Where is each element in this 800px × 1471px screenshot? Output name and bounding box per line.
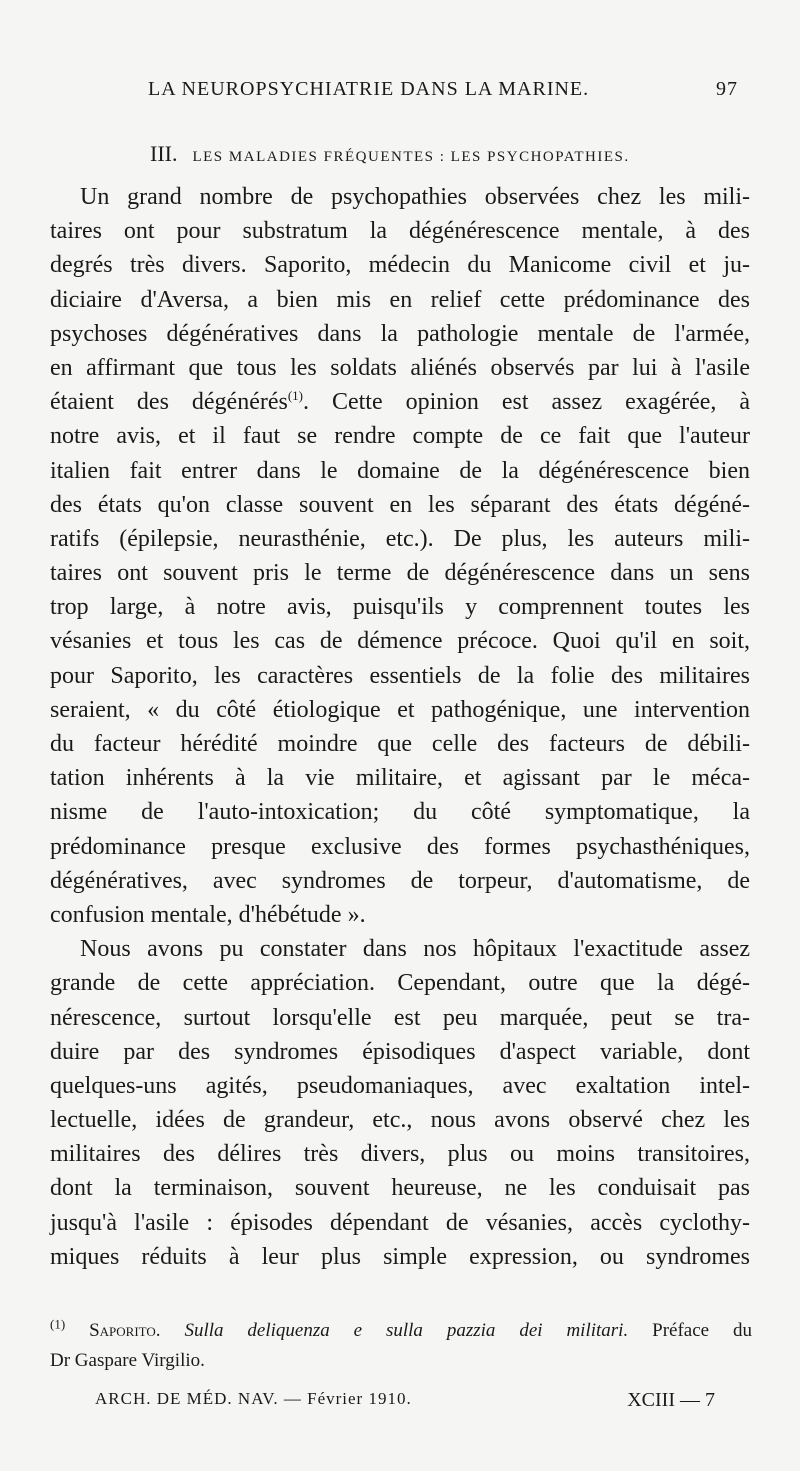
body-line: tation inhérents à la vie militaire, et agissant par le méca-	[50, 765, 750, 792]
body-line: du facteur hérédité moindre que celle des facteurs de débili-	[50, 731, 750, 757]
body-line-head: étaient des dégénérés	[50, 389, 288, 416]
body-line: vésanies et tous les cas de démence précoce. Quoi qu'il en soit,	[50, 628, 750, 655]
body-line: en affirmant que tous les soldats aliénés observés par lui à l'asile	[50, 354, 750, 381]
section-title: LES MALADIES FRÉQUENTES : LES PSYCHOPATHIES.	[192, 149, 630, 165]
body-line: ratifs (épilepsie, neurasthénie, etc.). De plus, les auteurs mili-	[50, 525, 750, 552]
body-text	[50, 180, 750, 1274]
body-line: pour Saporito, les caractères essentiels de la folie des militaires	[50, 662, 750, 689]
footnote	[50, 1316, 752, 1376]
page-number: 97	[716, 78, 738, 100]
footnote-author: Saporito.	[89, 1320, 161, 1341]
body-line: notre avis, et il faut se rendre compte de ce fait que l'auteur	[50, 423, 750, 450]
body-line: trop large, à notre avis, puisqu'ils y comprennent toutes les	[50, 594, 750, 621]
footnote-line-2: Dr Gaspare Virgilio.	[50, 1350, 205, 1371]
body-line: dont la terminaison, souvent heureuse, ne les conduisait pas	[50, 1175, 750, 1202]
body-line: des états qu'on classe souvent en les séparant des états dégéné-	[50, 491, 750, 518]
body-line: diciaire d'Aversa, a bien mis en relief cette prédominance des	[50, 286, 750, 313]
body-line: seraient, « du côté étiologique et pathogénique, une intervention	[50, 696, 750, 723]
body-line: degrés très divers. Saporito, médecin du Manicome civil et ju-	[50, 252, 750, 279]
body-line-with-note	[50, 385, 750, 419]
body-line: taires ont pour substratum la dégénérescence mentale, à des	[50, 218, 750, 245]
body-line: confusion mentale, d'hébétude ».	[50, 901, 366, 928]
body-line: Un grand nombre de psychopathies observées chez les mili-	[80, 184, 750, 210]
running-title: LA NEUROPSYCHIATRIE DANS LA MARINE.	[148, 78, 590, 100]
body-line: italien fait entrer dans le domaine de la dégénérescence bien	[50, 457, 750, 484]
footnote-ref: (1)	[287, 388, 303, 404]
body-line: Nous avons pu constater dans nos hôpitaux l'exactitude assez	[80, 936, 750, 963]
body-line-tail: . Cette opinion est assez exagérée, à	[303, 389, 750, 416]
body-line: grande de cette appréciation. Cependant, outre que la dégé-	[50, 970, 750, 997]
body-line: miques réduits à leur plus simple expression, ou syndromes	[50, 1243, 750, 1270]
body-line: psychoses dégénératives dans la pathologie mentale de l'armée,	[50, 320, 750, 347]
body-line: taires ont souvent pris le terme de dégénérescence dans un sens	[50, 560, 750, 587]
section-number: III.	[150, 141, 178, 166]
footer-journal: ARCH. DE MÉD. NAV. — Février 1910.	[95, 1389, 412, 1408]
footer-signature: XCIII — 7	[627, 1389, 715, 1411]
body-line: quelques-uns agités, pseudomaniaques, avec exaltation intel-	[50, 1072, 750, 1099]
footnote-line	[50, 1316, 752, 1346]
body-line: nérescence, surtout lorsqu'elle est peu marquée, peut se tra-	[50, 1004, 750, 1031]
body-line: prédominance presque exclusive des formes psychasthéniques,	[50, 833, 750, 860]
body-line: lectuelle, idées de grandeur, etc., nous avons observé chez les	[50, 1107, 750, 1134]
body-line: militaires des délires très divers, plus ou moins transitoires,	[50, 1141, 750, 1168]
body-line: duire par des syndromes épisodiques d'aspect variable, dont	[50, 1038, 750, 1065]
section-heading	[150, 141, 750, 167]
body-line: jusqu'à l'asile : épisodes dépendant de vésanies, accès cyclothy-	[50, 1209, 750, 1236]
footnote-preface: Préface du	[652, 1320, 753, 1341]
body-line: dégénératives, avec syndromes de torpeur, d'automatisme, de	[50, 867, 750, 894]
footnote-work: Sulla deliquenza e sulla pazzia dei militari.	[184, 1320, 629, 1341]
footnote-marker: (1)	[50, 1316, 66, 1332]
body-line: nisme de l'auto-intoxication; du côté symptomatique, la	[50, 799, 750, 826]
